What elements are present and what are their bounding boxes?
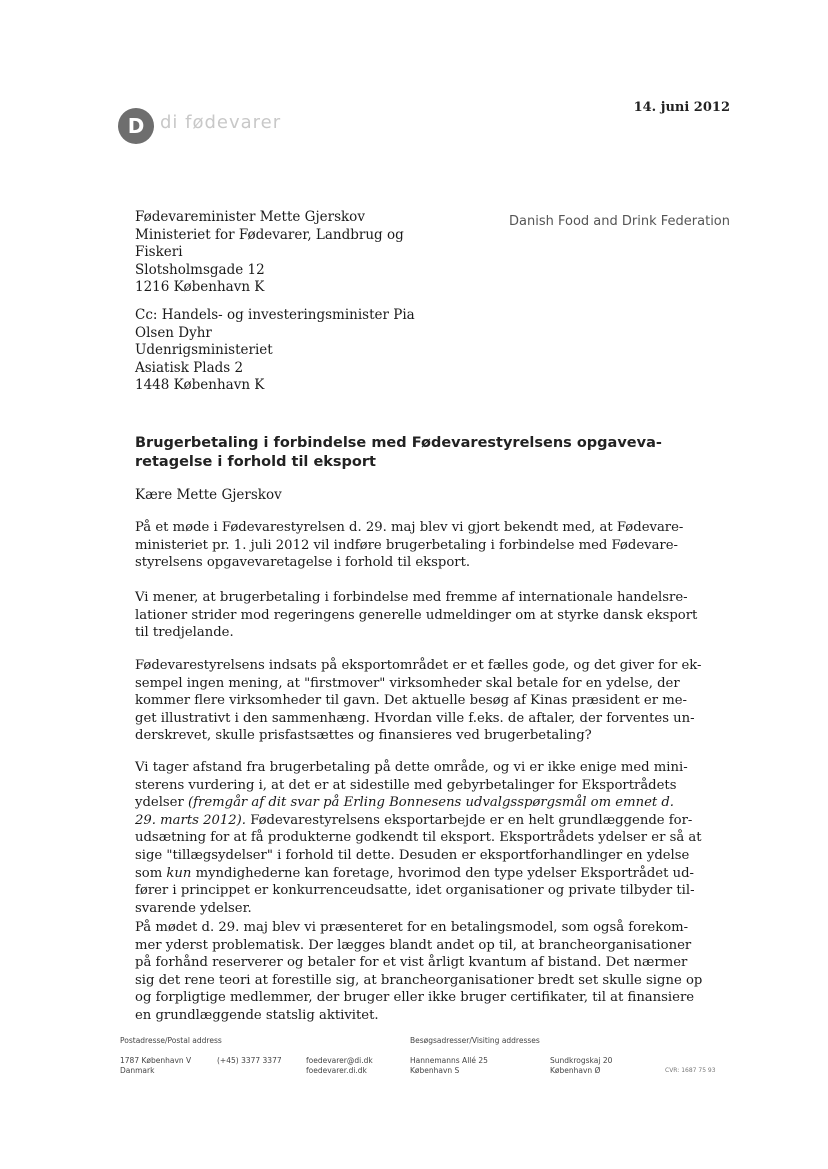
recipient-line: Fødevareminister Mette Gjerskov [135,209,365,225]
text-line: mer yderst problematisk. Der lægges blandt andet op til, at brancheorganisationer [135,937,692,953]
di-logo-icon: D [118,108,154,144]
footer-web: foedevarer.di.dk [306,1066,367,1075]
text-line: Vi tager afstand fra brugerbetaling på dette område, og vi er ikke enige med mini- [135,760,688,775]
footer-line: København Ø [550,1066,601,1075]
letter-date: 14. juni 2012 [633,100,730,115]
cc-line: Asiatisk Plads 2 [135,359,244,376]
text-line: udsætning for at få produkterne godkendt til eksport. Eksportrådets ydelser er så at [135,830,702,846]
paragraph-1 [135,519,725,572]
text-line: lationer strider mod regeringens generelle udmeldinger om at styrke dansk eksport [135,607,698,623]
visiting-address-2 [550,1056,612,1076]
footer-line: København S [410,1066,460,1075]
footer-phone [217,1056,282,1066]
footer-line: 1787 København V [120,1056,192,1065]
postal-address-label: Postadresse/Postal address [120,1036,222,1045]
text-line: sempel ingen mening, at "firstmover" virksomheder skal betale for en ydelse, der [135,675,680,691]
recipient-line: Ministeriet for Fødevarer, Landbrug og [135,226,404,243]
visiting-address-1 [410,1056,488,1076]
recipient-line: 1216 København K [135,279,265,296]
text-line: På mødet d. 29. maj blev vi præsenteret for en betalingsmodel, som også forekom- [135,920,689,935]
text-span: som [135,865,167,881]
text-line: svarende ydelser. [135,900,252,916]
footer-line: CVR: 1687 75 93 [665,1067,716,1074]
paragraph-4 [135,759,725,917]
text-line: På et møde i Fødevarestyrelsen d. 29. maj blev vi gjort bekendt med, at Fødevare- [135,520,684,535]
cc-line: 1448 København K [135,377,265,394]
italic-citation: (fremgår af dit svar på Erling Bonnesens udvalgsspørgsmål om emnet d. [187,795,675,811]
text-line: styrelsens opgavevaretagelse i forhold til eksport. [135,555,471,571]
cc-line: Olsen Dyhr [135,324,212,341]
text-line [135,812,725,830]
text-line: get illustrativt i den sammenhæng. Hvordan ville f.eks. de aftaler, der forventes un- [135,710,695,726]
recipient-address [135,209,404,297]
footer-email: foedevarer@di.dk [306,1056,373,1065]
visiting-address-label: Besøgsadresser/Visiting addresses [410,1036,540,1045]
text-line: sterens vurdering i, at det er at sidestille med gebyrbetalinger for Eksportrådets [135,777,677,793]
logo-wordmark: di fødevarer [160,112,282,133]
text-line: en grundlæggende statslig aktivitet. [135,1007,379,1023]
cc-address [135,307,415,395]
text-line: ministeriet pr. 1. juli 2012 vil indføre brugerbetaling i forbindelse med Fødevare- [135,537,678,553]
letter-greeting: Kære Mette Gjerskov [135,487,282,503]
recipient-line: Fiskeri [135,244,183,261]
text-line: kommer flere virksomheder til gavn. Det aktuelle besøg af Kinas præsident er me- [135,693,687,709]
letter-subject [135,434,735,472]
text-line: derskrevet, skulle prisfastsættes og finansieres ved brugerbetaling? [135,728,592,744]
text-line [135,794,725,812]
text-line: sig det rene teori at forestille sig, at brancheorganisationer bredt set skulle signe op [135,972,703,988]
footer-line: Danmark [120,1066,155,1075]
recipient-line: Slotsholmsgade 12 [135,261,265,278]
text-line: sige "tillægsydelser" i forhold til dette. Desuden er eksportforhandlinger en ydelse [135,847,690,863]
footer-line: Sundkrogskaj 20 [550,1056,613,1065]
footer-line: Hannemanns Allé 25 [410,1056,488,1065]
cc-line: Udenrigsministeriet [135,342,273,359]
paragraph-2 [135,589,725,642]
text-line: til tredjelande. [135,625,234,641]
text-line: på forhånd reserverer og betaler for et vist årligt kvantum af bistand. Det nærmer [135,955,688,971]
subject-line: retagelse i forhold til eksport [135,454,376,470]
italic-emphasis: kun [166,865,192,881]
footer-cvr [665,1066,716,1076]
text-line [135,865,725,883]
text-line: Fødevarestyrelsens indsats på eksportområdet er et fælles gode, og det giver for ek- [135,658,702,673]
text-line: og forpligtige medlemmer, der bruger eller ikke bruger certifikater, til at finansiere [135,990,695,1006]
text-span: Fødevarestyrelsens eksportarbejde er en helt grundlæggende for- [246,812,693,828]
subject-line: Brugerbetaling i forbindelse med Fødevarestyrelsens opgaveva- [135,435,662,451]
paragraph-5 [135,919,725,1025]
text-span: ydelser [135,795,188,811]
cc-line: Cc: Handels- og investeringsminister Pia [135,307,415,323]
footer-line: (+45) 3377 3377 [217,1056,282,1065]
footer-contact [306,1056,373,1076]
italic-citation: 29. marts 2012). [135,812,246,828]
text-line: Vi mener, at brugerbetaling i forbindelse med fremme af internationale handelsre- [135,590,688,605]
postal-address [120,1056,191,1076]
paragraph-3 [135,657,725,745]
organization-name: Danish Food and Drink Federation [509,214,730,229]
text-line: fører i princippet er konkurrenceudsatte, idet organisationer og private tilbyder til- [135,883,695,899]
text-span: myndighederne kan foretage, hvorimod den type ydelser Eksportrådet ud- [191,865,694,881]
